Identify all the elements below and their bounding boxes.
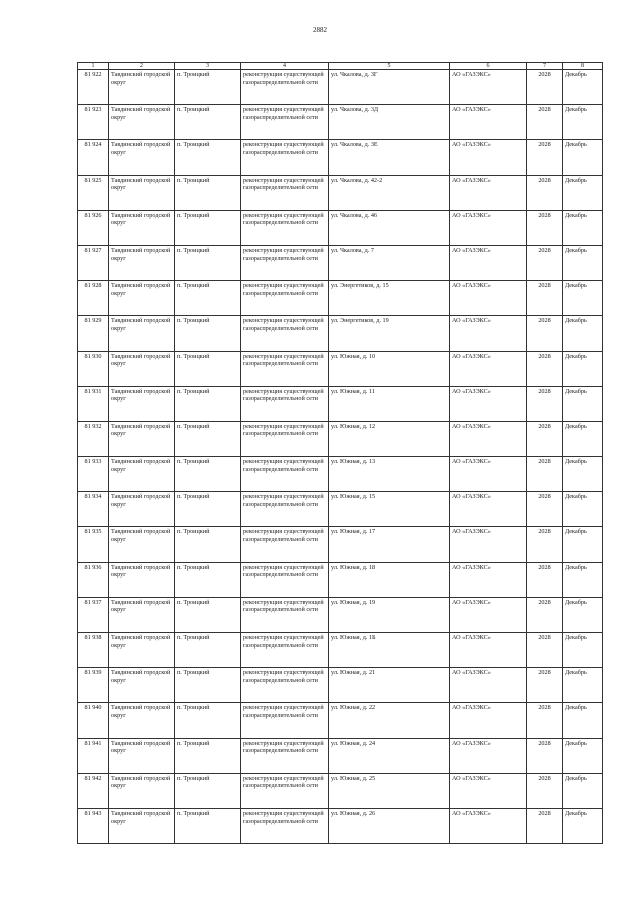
cell-settlement: п. Троицкий xyxy=(175,668,241,703)
cell-organization: АО «ГАЗЭКС» xyxy=(450,457,527,492)
cell-work-type: реконструкция существующей газораспределительной сети xyxy=(241,703,329,738)
cell-row-number: 81 932 xyxy=(78,421,109,456)
cell-month: Декабрь xyxy=(563,421,603,456)
table-row xyxy=(78,210,603,245)
cell-row-number: 81 938 xyxy=(78,633,109,668)
table-row xyxy=(78,808,603,843)
cell-month: Декабрь xyxy=(563,175,603,210)
cell-address: ул. Чкалова, д. 7 xyxy=(329,245,450,280)
column-header: 4 xyxy=(241,63,329,70)
cell-settlement: п. Троицкий xyxy=(175,738,241,773)
cell-address: ул. Южная, д. 10 xyxy=(329,351,450,386)
table-row xyxy=(78,738,603,773)
cell-row-number: 81 926 xyxy=(78,210,109,245)
cell-address: ул. Южная, д. 12 xyxy=(329,421,450,456)
cell-municipality: Тавдинский городской округ xyxy=(109,316,175,351)
cell-organization: АО «ГАЗЭКС» xyxy=(450,562,527,597)
cell-row-number: 81 937 xyxy=(78,597,109,632)
cell-organization: АО «ГАЗЭКС» xyxy=(450,527,527,562)
table-row xyxy=(78,597,603,632)
table-row xyxy=(78,562,603,597)
table-row xyxy=(78,175,603,210)
table-row xyxy=(78,668,603,703)
cell-municipality: Тавдинский городской округ xyxy=(109,668,175,703)
cell-address: ул. Южная, д. 21 xyxy=(329,668,450,703)
cell-month: Декабрь xyxy=(563,210,603,245)
cell-year: 2028 xyxy=(527,668,563,703)
cell-address: ул. Чкалова, д. 3Д xyxy=(329,105,450,140)
cell-work-type: реконструкция существующей газораспределительной сети xyxy=(241,808,329,843)
cell-municipality: Тавдинский городской округ xyxy=(109,105,175,140)
cell-work-type: реконструкция существующей газораспределительной сети xyxy=(241,105,329,140)
cell-month: Декабрь xyxy=(563,105,603,140)
cell-address: ул. Южная, д. 26 xyxy=(329,808,450,843)
cell-month: Декабрь xyxy=(563,633,603,668)
table-row xyxy=(78,633,603,668)
cell-month: Декабрь xyxy=(563,386,603,421)
cell-month: Декабрь xyxy=(563,773,603,808)
cell-month: Декабрь xyxy=(563,668,603,703)
cell-row-number: 81 933 xyxy=(78,457,109,492)
column-header: 1 xyxy=(78,63,109,70)
cell-settlement: п. Троицкий xyxy=(175,210,241,245)
cell-month: Декабрь xyxy=(563,351,603,386)
table-row xyxy=(78,527,603,562)
cell-municipality: Тавдинский городской округ xyxy=(109,175,175,210)
cell-municipality: Тавдинский городской округ xyxy=(109,281,175,316)
table-row xyxy=(78,457,603,492)
column-header: 6 xyxy=(450,63,527,70)
cell-month: Декабрь xyxy=(563,140,603,175)
cell-row-number: 81 929 xyxy=(78,316,109,351)
cell-row-number: 81 943 xyxy=(78,808,109,843)
cell-settlement: п. Троицкий xyxy=(175,70,241,105)
cell-address: ул. Южная, д. 11 xyxy=(329,386,450,421)
cell-settlement: п. Троицкий xyxy=(175,351,241,386)
table-row xyxy=(78,492,603,527)
cell-municipality: Тавдинский городской округ xyxy=(109,562,175,597)
cell-year: 2028 xyxy=(527,703,563,738)
column-header: 8 xyxy=(563,63,603,70)
column-header: 7 xyxy=(527,63,563,70)
cell-work-type: реконструкция существующей газораспределительной сети xyxy=(241,527,329,562)
cell-municipality: Тавдинский городской округ xyxy=(109,245,175,280)
table-row xyxy=(78,351,603,386)
cell-organization: АО «ГАЗЭКС» xyxy=(450,245,527,280)
table-row xyxy=(78,281,603,316)
cell-work-type: реконструкция существующей газораспределительной сети xyxy=(241,245,329,280)
cell-settlement: п. Троицкий xyxy=(175,140,241,175)
cell-address: ул. Энергетиков, д. 15 xyxy=(329,281,450,316)
cell-settlement: п. Троицкий xyxy=(175,703,241,738)
cell-year: 2028 xyxy=(527,281,563,316)
cell-address: ул. Южная, д. 15 xyxy=(329,492,450,527)
cell-year: 2028 xyxy=(527,386,563,421)
cell-address: ул. Южная, д. 1Б xyxy=(329,633,450,668)
page-number: 2882 xyxy=(313,26,327,34)
cell-settlement: п. Троицкий xyxy=(175,773,241,808)
cell-year: 2028 xyxy=(527,210,563,245)
cell-work-type: реконструкция существующей газораспределительной сети xyxy=(241,281,329,316)
cell-organization: АО «ГАЗЭКС» xyxy=(450,421,527,456)
cell-organization: АО «ГАЗЭКС» xyxy=(450,808,527,843)
cell-settlement: п. Троицкий xyxy=(175,281,241,316)
table-row xyxy=(78,421,603,456)
cell-municipality: Тавдинский городской округ xyxy=(109,210,175,245)
cell-organization: АО «ГАЗЭКС» xyxy=(450,316,527,351)
cell-row-number: 81 927 xyxy=(78,245,109,280)
table-row xyxy=(78,105,603,140)
cell-year: 2028 xyxy=(527,105,563,140)
cell-address: ул. Южная, д. 19 xyxy=(329,597,450,632)
cell-municipality: Тавдинский городской округ xyxy=(109,703,175,738)
cell-row-number: 81 941 xyxy=(78,738,109,773)
cell-organization: АО «ГАЗЭКС» xyxy=(450,105,527,140)
column-header: 5 xyxy=(329,63,450,70)
cell-row-number: 81 923 xyxy=(78,105,109,140)
cell-year: 2028 xyxy=(527,245,563,280)
cell-settlement: п. Троицкий xyxy=(175,527,241,562)
cell-month: Декабрь xyxy=(563,281,603,316)
cell-settlement: п. Троицкий xyxy=(175,562,241,597)
cell-month: Декабрь xyxy=(563,562,603,597)
cell-row-number: 81 931 xyxy=(78,386,109,421)
cell-work-type: реконструкция существующей газораспределительной сети xyxy=(241,140,329,175)
cell-year: 2028 xyxy=(527,316,563,351)
cell-work-type: реконструкция существующей газораспределительной сети xyxy=(241,492,329,527)
cell-row-number: 81 928 xyxy=(78,281,109,316)
cell-year: 2028 xyxy=(527,351,563,386)
cell-municipality: Тавдинский городской округ xyxy=(109,351,175,386)
cell-organization: АО «ГАЗЭКС» xyxy=(450,773,527,808)
cell-row-number: 81 924 xyxy=(78,140,109,175)
cell-organization: АО «ГАЗЭКС» xyxy=(450,668,527,703)
cell-organization: АО «ГАЗЭКС» xyxy=(450,175,527,210)
cell-year: 2028 xyxy=(527,562,563,597)
cell-municipality: Тавдинский городской округ xyxy=(109,70,175,105)
cell-year: 2028 xyxy=(527,633,563,668)
table-row xyxy=(78,386,603,421)
cell-address: ул. Чкалова, д. 3Г xyxy=(329,70,450,105)
cell-month: Декабрь xyxy=(563,70,603,105)
cell-work-type: реконструкция существующей газораспределительной сети xyxy=(241,562,329,597)
cell-organization: АО «ГАЗЭКС» xyxy=(450,738,527,773)
cell-work-type: реконструкция существующей газораспределительной сети xyxy=(241,316,329,351)
cell-year: 2028 xyxy=(527,597,563,632)
column-header: 2 xyxy=(109,63,175,70)
cell-address: ул. Энергетиков, д. 19 xyxy=(329,316,450,351)
cell-municipality: Тавдинский городской округ xyxy=(109,527,175,562)
cell-row-number: 81 940 xyxy=(78,703,109,738)
cell-municipality: Тавдинский городской округ xyxy=(109,808,175,843)
cell-month: Декабрь xyxy=(563,457,603,492)
cell-work-type: реконструкция существующей газораспределительной сети xyxy=(241,386,329,421)
table-row xyxy=(78,245,603,280)
cell-row-number: 81 935 xyxy=(78,527,109,562)
cell-month: Декабрь xyxy=(563,245,603,280)
cell-address: ул. Южная, д. 17 xyxy=(329,527,450,562)
cell-year: 2028 xyxy=(527,457,563,492)
cell-organization: АО «ГАЗЭКС» xyxy=(450,351,527,386)
cell-address: ул. Южная, д. 24 xyxy=(329,738,450,773)
cell-organization: АО «ГАЗЭКС» xyxy=(450,386,527,421)
cell-settlement: п. Троицкий xyxy=(175,421,241,456)
cell-address: ул. Чкалова, д. 3Е xyxy=(329,140,450,175)
cell-organization: АО «ГАЗЭКС» xyxy=(450,70,527,105)
cell-municipality: Тавдинский городской округ xyxy=(109,633,175,668)
cell-address: ул. Южная, д. 18 xyxy=(329,562,450,597)
cell-work-type: реконструкция существующей газораспределительной сети xyxy=(241,70,329,105)
cell-month: Декабрь xyxy=(563,808,603,843)
cell-municipality: Тавдинский городской округ xyxy=(109,386,175,421)
table-row xyxy=(78,70,603,105)
cell-address: ул. Чкалова, д. 42-2 xyxy=(329,175,450,210)
cell-settlement: п. Троицкий xyxy=(175,175,241,210)
column-header: 3 xyxy=(175,63,241,70)
cell-year: 2028 xyxy=(527,773,563,808)
table-body xyxy=(78,63,603,844)
cell-year: 2028 xyxy=(527,421,563,456)
cell-municipality: Тавдинский городской округ xyxy=(109,421,175,456)
cell-work-type: реконструкция существующей газораспределительной сети xyxy=(241,457,329,492)
table-row xyxy=(78,773,603,808)
cell-settlement: п. Троицкий xyxy=(175,808,241,843)
cell-settlement: п. Троицкий xyxy=(175,245,241,280)
cell-settlement: п. Троицкий xyxy=(175,105,241,140)
cell-municipality: Тавдинский городской округ xyxy=(109,457,175,492)
cell-municipality: Тавдинский городской округ xyxy=(109,492,175,527)
cell-organization: АО «ГАЗЭКС» xyxy=(450,281,527,316)
cell-municipality: Тавдинский городской округ xyxy=(109,140,175,175)
cell-month: Декабрь xyxy=(563,597,603,632)
cell-organization: АО «ГАЗЭКС» xyxy=(450,633,527,668)
cell-month: Декабрь xyxy=(563,738,603,773)
cell-year: 2028 xyxy=(527,70,563,105)
table-row xyxy=(78,316,603,351)
cell-month: Декабрь xyxy=(563,703,603,738)
cell-work-type: реконструкция существующей газораспределительной сети xyxy=(241,668,329,703)
cell-settlement: п. Троицкий xyxy=(175,457,241,492)
cell-row-number: 81 922 xyxy=(78,70,109,105)
cell-address: ул. Чкалова, д. 46 xyxy=(329,210,450,245)
table-row xyxy=(78,140,603,175)
cell-work-type: реконструкция существующей газораспределительной сети xyxy=(241,175,329,210)
cell-organization: АО «ГАЗЭКС» xyxy=(450,597,527,632)
cell-work-type: реконструкция существующей газораспределительной сети xyxy=(241,633,329,668)
cell-settlement: п. Троицкий xyxy=(175,316,241,351)
cell-year: 2028 xyxy=(527,492,563,527)
cell-year: 2028 xyxy=(527,175,563,210)
cell-organization: АО «ГАЗЭКС» xyxy=(450,210,527,245)
cell-year: 2028 xyxy=(527,140,563,175)
data-table xyxy=(77,62,603,844)
cell-organization: АО «ГАЗЭКС» xyxy=(450,492,527,527)
cell-year: 2028 xyxy=(527,808,563,843)
cell-municipality: Тавдинский городской округ xyxy=(109,773,175,808)
cell-work-type: реконструкция существующей газораспределительной сети xyxy=(241,738,329,773)
cell-month: Декабрь xyxy=(563,492,603,527)
cell-address: ул. Южная, д. 13 xyxy=(329,457,450,492)
cell-work-type: реконструкция существующей газораспределительной сети xyxy=(241,597,329,632)
cell-municipality: Тавдинский городской округ xyxy=(109,738,175,773)
cell-settlement: п. Троицкий xyxy=(175,597,241,632)
cell-row-number: 81 939 xyxy=(78,668,109,703)
cell-row-number: 81 930 xyxy=(78,351,109,386)
column-number-row xyxy=(78,63,603,70)
cell-organization: АО «ГАЗЭКС» xyxy=(450,703,527,738)
cell-organization: АО «ГАЗЭКС» xyxy=(450,140,527,175)
cell-address: ул. Южная, д. 22 xyxy=(329,703,450,738)
cell-row-number: 81 942 xyxy=(78,773,109,808)
cell-row-number: 81 934 xyxy=(78,492,109,527)
cell-year: 2028 xyxy=(527,527,563,562)
cell-work-type: реконструкция существующей газораспределительной сети xyxy=(241,773,329,808)
cell-month: Декабрь xyxy=(563,527,603,562)
cell-work-type: реконструкция существующей газораспределительной сети xyxy=(241,210,329,245)
cell-year: 2028 xyxy=(527,738,563,773)
cell-settlement: п. Троицкий xyxy=(175,633,241,668)
cell-address: ул. Южная, д. 25 xyxy=(329,773,450,808)
cell-row-number: 81 936 xyxy=(78,562,109,597)
cell-municipality: Тавдинский городской округ xyxy=(109,597,175,632)
cell-settlement: п. Троицкий xyxy=(175,492,241,527)
cell-settlement: п. Троицкий xyxy=(175,386,241,421)
cell-row-number: 81 925 xyxy=(78,175,109,210)
cell-work-type: реконструкция существующей газораспределительной сети xyxy=(241,351,329,386)
table-row xyxy=(78,703,603,738)
cell-work-type: реконструкция существующей газораспределительной сети xyxy=(241,421,329,456)
cell-month: Декабрь xyxy=(563,316,603,351)
